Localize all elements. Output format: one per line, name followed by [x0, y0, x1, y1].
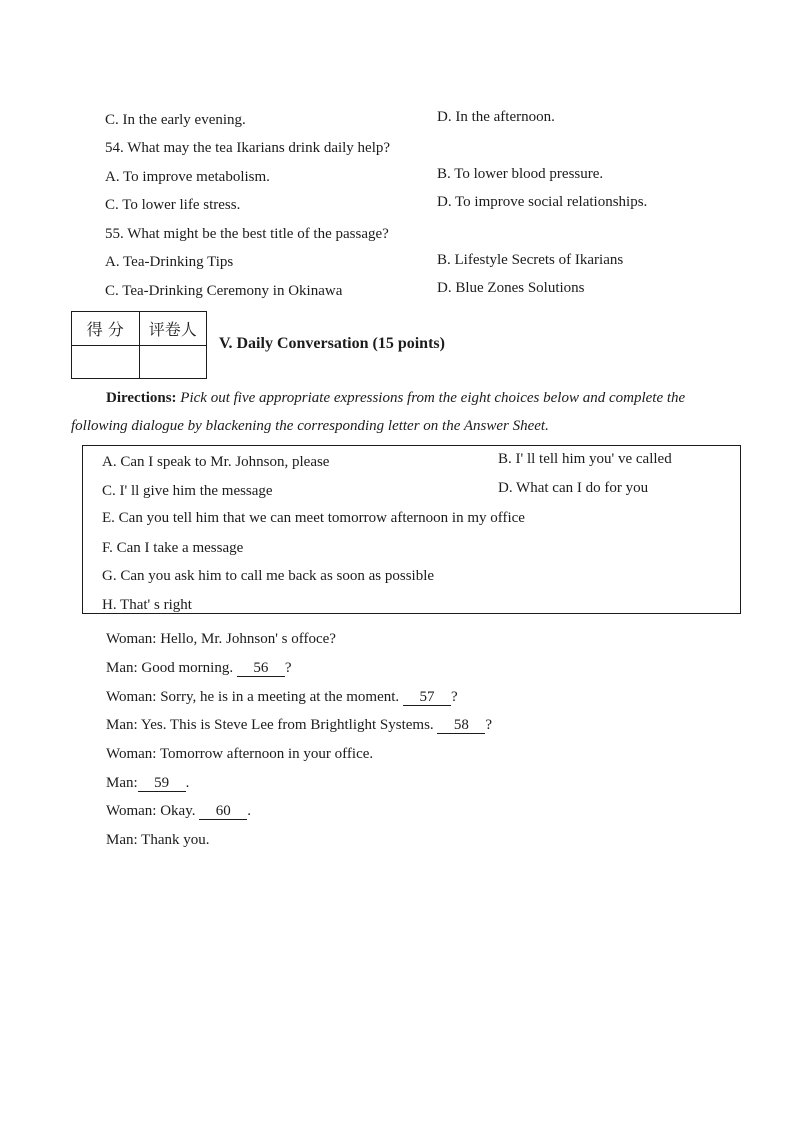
directions-label: Directions: — [106, 390, 177, 406]
speaker: Man: — [106, 660, 138, 676]
answer-blank-57[interactable]: 57 — [403, 689, 451, 706]
speaker: Woman: — [106, 689, 157, 705]
utterance: Okay. — [160, 803, 196, 819]
choice-e: E. Can you tell him that we can meet tomorrow afternoon in my office — [102, 510, 525, 526]
dialogue-line — [106, 803, 251, 820]
speaker: Man: — [106, 832, 138, 848]
q54-option-c: C. To lower life stress. — [105, 197, 241, 213]
punctuation: ? — [450, 689, 458, 705]
choice-g: G. Can you ask him to call me back as soon as possible — [102, 568, 435, 584]
dialogue-line — [106, 660, 292, 677]
score-cell[interactable] — [72, 345, 140, 379]
q54-stem: 54. What may the tea Ikarians drink daily help? — [105, 140, 391, 156]
q53-option-d: D. In the afternoon. — [437, 109, 555, 125]
q54-option-a: A. To improve metabolism. — [105, 169, 270, 185]
utterance: Yes. This is Steve Lee from Brightlight Systems. — [140, 717, 434, 733]
answer-blank-58[interactable]: 58 — [437, 717, 485, 734]
directions-line-2: following dialogue by blackening the corresponding letter on the Answer Sheet. — [71, 418, 549, 434]
dialogue-line — [106, 717, 492, 734]
punctuation: . — [185, 775, 190, 791]
q55-option-c: C. Tea-Drinking Ceremony in Okinawa — [105, 283, 343, 299]
choice-a: A. Can I speak to Mr. Johnson, please — [102, 454, 330, 470]
speaker: Man: — [106, 717, 138, 733]
punctuation: ? — [284, 660, 292, 676]
dialogue-line — [106, 631, 336, 648]
answer-blank-56[interactable]: 56 — [237, 660, 285, 677]
answer-blank-59[interactable]: 59 — [138, 775, 186, 792]
choice-b: B. I' ll tell him you' ve called — [498, 451, 672, 467]
utterance: Thank you. — [141, 832, 210, 848]
dialogue-line — [106, 689, 458, 706]
score-table — [71, 311, 207, 379]
dialogue-line — [106, 775, 189, 792]
choice-c: C. I' ll give him the message — [102, 483, 273, 499]
section-title: V. Daily Conversation (15 points) — [219, 335, 445, 352]
punctuation: . — [247, 803, 251, 819]
dialogue-line — [106, 832, 209, 849]
q55-option-a: A. Tea-Drinking Tips — [105, 254, 234, 270]
directions-line-1 — [106, 390, 685, 407]
utterance: Good morning. — [141, 660, 234, 676]
choice-h: H. That' s right — [102, 597, 192, 613]
choice-d: D. What can I do for you — [498, 480, 649, 496]
dialogue-line — [106, 746, 373, 763]
grader-cell[interactable] — [139, 345, 207, 379]
q53-option-c: C. In the early evening. — [105, 112, 246, 128]
directions-text-1: Pick out five appropriate expressions from the eight choices below and complete the — [180, 390, 686, 406]
q54-option-b: B. To lower blood pressure. — [437, 166, 604, 182]
score-label: 得 分 — [72, 312, 140, 346]
utterance: Sorry, he is in a meeting at the moment. — [160, 689, 400, 705]
choice-f: F. Can I take a message — [102, 540, 244, 556]
speaker: Man: — [106, 775, 138, 791]
utterance: Hello, Mr. Johnson' s offoce? — [160, 631, 336, 647]
speaker: Woman: — [106, 803, 157, 819]
grader-label: 评卷人 — [139, 312, 207, 346]
answer-blank-60[interactable]: 60 — [199, 803, 247, 820]
q55-option-b: B. Lifestyle Secrets of Ikarians — [437, 252, 624, 268]
q54-option-d: D. To improve social relationships. — [437, 194, 648, 210]
speaker: Woman: — [106, 746, 157, 762]
utterance: Tomorrow afternoon in your office. — [159, 746, 374, 762]
q55-stem: 55. What might be the best title of the passage? — [105, 226, 389, 242]
speaker: Woman: — [106, 631, 157, 647]
q55-option-d: D. Blue Zones Solutions — [437, 280, 585, 296]
punctuation: ? — [485, 717, 493, 733]
